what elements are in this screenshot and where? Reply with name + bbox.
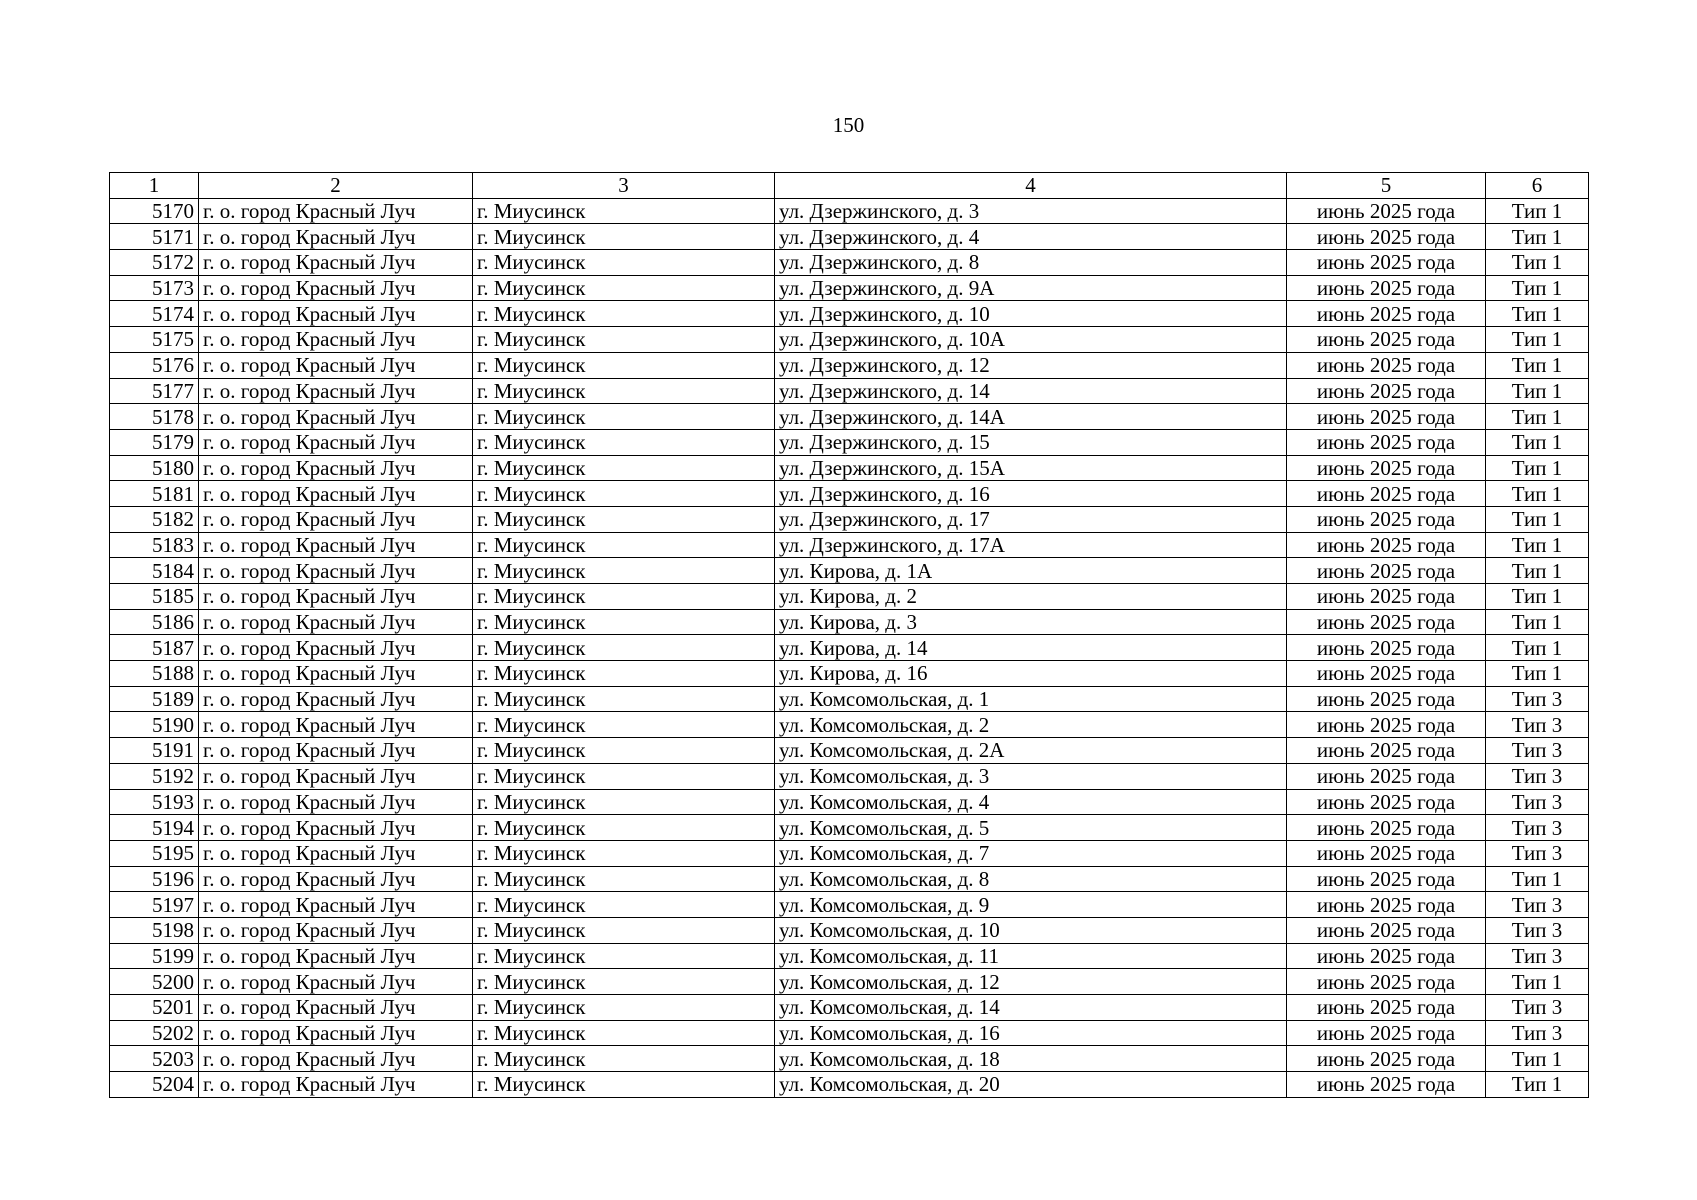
cell-municipality: г. о. город Красный Луч [199, 506, 473, 532]
cell-address: ул. Комсомольская, д. 4 [775, 789, 1287, 815]
cell-period: июнь 2025 года [1287, 712, 1486, 738]
cell-period: июнь 2025 года [1287, 558, 1486, 584]
cell-row-number: 5196 [110, 866, 199, 892]
cell-type: Тип 3 [1486, 943, 1589, 969]
cell-type: Тип 1 [1486, 250, 1589, 276]
cell-period: июнь 2025 года [1287, 455, 1486, 481]
column-header-4: 4 [775, 173, 1287, 199]
cell-settlement: г. Миусинск [473, 763, 775, 789]
cell-address: ул. Комсомольская, д. 20 [775, 1072, 1287, 1098]
table-row [110, 712, 1589, 738]
cell-row-number: 5194 [110, 815, 199, 841]
table-header [110, 173, 1589, 199]
cell-type: Тип 3 [1486, 815, 1589, 841]
table-row [110, 892, 1589, 918]
cell-row-number: 5171 [110, 224, 199, 250]
cell-municipality: г. о. город Красный Луч [199, 532, 473, 558]
column-header-3: 3 [473, 173, 775, 199]
table-row [110, 866, 1589, 892]
cell-municipality: г. о. город Красный Луч [199, 609, 473, 635]
cell-address: ул. Комсомольская, д. 10 [775, 917, 1287, 943]
cell-municipality: г. о. город Красный Луч [199, 404, 473, 430]
cell-period: июнь 2025 года [1287, 1046, 1486, 1072]
cell-address: ул. Дзержинского, д. 10 [775, 301, 1287, 327]
cell-row-number: 5189 [110, 686, 199, 712]
cell-type: Тип 1 [1486, 198, 1589, 224]
cell-settlement: г. Миусинск [473, 840, 775, 866]
cell-row-number: 5180 [110, 455, 199, 481]
cell-address: ул. Дзержинского, д. 8 [775, 250, 1287, 276]
cell-type: Тип 1 [1486, 455, 1589, 481]
cell-type: Тип 3 [1486, 789, 1589, 815]
cell-settlement: г. Миусинск [473, 1020, 775, 1046]
page-number: 150 [832, 113, 865, 137]
table-row [110, 840, 1589, 866]
cell-period: июнь 2025 года [1287, 609, 1486, 635]
cell-type: Тип 1 [1486, 378, 1589, 404]
cell-address: ул. Кирова, д. 1А [775, 558, 1287, 584]
cell-settlement: г. Миусинск [473, 609, 775, 635]
cell-municipality: г. о. город Красный Луч [199, 995, 473, 1021]
header-row [110, 173, 1589, 199]
cell-type: Тип 1 [1486, 866, 1589, 892]
cell-type: Тип 1 [1486, 558, 1589, 584]
cell-settlement: г. Миусинск [473, 198, 775, 224]
cell-municipality: г. о. город Красный Луч [199, 481, 473, 507]
table-row [110, 635, 1589, 661]
cell-row-number: 5204 [110, 1072, 199, 1098]
cell-period: июнь 2025 года [1287, 506, 1486, 532]
cell-period: июнь 2025 года [1287, 943, 1486, 969]
cell-municipality: г. о. город Красный Луч [199, 917, 473, 943]
cell-address: ул. Дзержинского, д. 14 [775, 378, 1287, 404]
table-row [110, 763, 1589, 789]
cell-period: июнь 2025 года [1287, 250, 1486, 276]
cell-row-number: 5192 [110, 763, 199, 789]
cell-period: июнь 2025 года [1287, 532, 1486, 558]
cell-row-number: 5174 [110, 301, 199, 327]
cell-type: Тип 3 [1486, 763, 1589, 789]
cell-period: июнь 2025 года [1287, 789, 1486, 815]
table-row [110, 1072, 1589, 1098]
cell-municipality: г. о. город Красный Луч [199, 661, 473, 687]
cell-type: Тип 1 [1486, 1046, 1589, 1072]
cell-settlement: г. Миусинск [473, 352, 775, 378]
cell-row-number: 5173 [110, 275, 199, 301]
cell-address: ул. Кирова, д. 2 [775, 584, 1287, 610]
cell-municipality: г. о. город Красный Луч [199, 969, 473, 995]
cell-row-number: 5176 [110, 352, 199, 378]
cell-period: июнь 2025 года [1287, 815, 1486, 841]
table-row [110, 250, 1589, 276]
cell-period: июнь 2025 года [1287, 969, 1486, 995]
cell-address: ул. Дзержинского, д. 10А [775, 327, 1287, 353]
cell-address: ул. Комсомольская, д. 3 [775, 763, 1287, 789]
table-row [110, 301, 1589, 327]
cell-type: Тип 1 [1486, 301, 1589, 327]
cell-address: ул. Комсомольская, д. 5 [775, 815, 1287, 841]
cell-type: Тип 3 [1486, 917, 1589, 943]
cell-period: июнь 2025 года [1287, 378, 1486, 404]
table-row [110, 609, 1589, 635]
cell-municipality: г. о. город Красный Луч [199, 250, 473, 276]
cell-period: июнь 2025 года [1287, 327, 1486, 353]
table-row [110, 404, 1589, 430]
cell-row-number: 5178 [110, 404, 199, 430]
cell-period: июнь 2025 года [1287, 275, 1486, 301]
cell-address: ул. Комсомольская, д. 9 [775, 892, 1287, 918]
cell-municipality: г. о. город Красный Луч [199, 892, 473, 918]
table-row [110, 532, 1589, 558]
cell-period: июнь 2025 года [1287, 1072, 1486, 1098]
cell-address: ул. Комсомольская, д. 12 [775, 969, 1287, 995]
cell-address: ул. Кирова, д. 16 [775, 661, 1287, 687]
cell-municipality: г. о. город Красный Луч [199, 327, 473, 353]
cell-row-number: 5193 [110, 789, 199, 815]
cell-address: ул. Дзержинского, д. 3 [775, 198, 1287, 224]
cell-row-number: 5188 [110, 661, 199, 687]
cell-period: июнь 2025 года [1287, 686, 1486, 712]
column-header-5: 5 [1287, 173, 1486, 199]
cell-period: июнь 2025 года [1287, 738, 1486, 764]
cell-row-number: 5190 [110, 712, 199, 738]
cell-settlement: г. Миусинск [473, 532, 775, 558]
cell-municipality: г. о. город Красный Луч [199, 686, 473, 712]
table-row [110, 455, 1589, 481]
cell-row-number: 5175 [110, 327, 199, 353]
cell-settlement: г. Миусинск [473, 455, 775, 481]
table-body [110, 198, 1589, 1097]
cell-address: ул. Комсомольская, д. 8 [775, 866, 1287, 892]
cell-type: Тип 3 [1486, 840, 1589, 866]
cell-address: ул. Комсомольская, д. 11 [775, 943, 1287, 969]
table-row [110, 429, 1589, 455]
cell-period: июнь 2025 года [1287, 763, 1486, 789]
cell-settlement: г. Миусинск [473, 429, 775, 455]
table-row [110, 327, 1589, 353]
cell-municipality: г. о. город Красный Луч [199, 712, 473, 738]
cell-type: Тип 1 [1486, 1072, 1589, 1098]
cell-type: Тип 1 [1486, 661, 1589, 687]
cell-settlement: г. Миусинск [473, 866, 775, 892]
column-header-1: 1 [110, 173, 199, 199]
table-row [110, 917, 1589, 943]
cell-type: Тип 3 [1486, 892, 1589, 918]
cell-municipality: г. о. город Красный Луч [199, 558, 473, 584]
cell-address: ул. Комсомольская, д. 18 [775, 1046, 1287, 1072]
cell-type: Тип 3 [1486, 686, 1589, 712]
cell-settlement: г. Миусинск [473, 327, 775, 353]
cell-row-number: 5181 [110, 481, 199, 507]
cell-row-number: 5184 [110, 558, 199, 584]
cell-municipality: г. о. город Красный Луч [199, 198, 473, 224]
table-row [110, 352, 1589, 378]
cell-municipality: г. о. город Красный Луч [199, 866, 473, 892]
cell-municipality: г. о. город Красный Луч [199, 429, 473, 455]
cell-period: июнь 2025 года [1287, 1020, 1486, 1046]
table-row [110, 661, 1589, 687]
table-row [110, 995, 1589, 1021]
cell-type: Тип 1 [1486, 532, 1589, 558]
cell-type: Тип 3 [1486, 995, 1589, 1021]
cell-row-number: 5202 [110, 1020, 199, 1046]
cell-row-number: 5199 [110, 943, 199, 969]
cell-address: ул. Комсомольская, д. 7 [775, 840, 1287, 866]
cell-settlement: г. Миусинск [473, 558, 775, 584]
cell-row-number: 5200 [110, 969, 199, 995]
cell-municipality: г. о. город Красный Луч [199, 840, 473, 866]
cell-row-number: 5183 [110, 532, 199, 558]
cell-row-number: 5203 [110, 1046, 199, 1072]
cell-address: ул. Комсомольская, д. 2 [775, 712, 1287, 738]
cell-municipality: г. о. город Красный Луч [199, 224, 473, 250]
cell-type: Тип 1 [1486, 506, 1589, 532]
cell-row-number: 5187 [110, 635, 199, 661]
cell-row-number: 5198 [110, 917, 199, 943]
cell-address: ул. Дзержинского, д. 14А [775, 404, 1287, 430]
cell-municipality: г. о. город Красный Луч [199, 275, 473, 301]
cell-type: Тип 1 [1486, 635, 1589, 661]
cell-address: ул. Дзержинского, д. 17А [775, 532, 1287, 558]
cell-settlement: г. Миусинск [473, 506, 775, 532]
cell-type: Тип 3 [1486, 1020, 1589, 1046]
cell-municipality: г. о. город Красный Луч [199, 635, 473, 661]
cell-period: июнь 2025 года [1287, 429, 1486, 455]
cell-settlement: г. Миусинск [473, 712, 775, 738]
cell-row-number: 5182 [110, 506, 199, 532]
cell-row-number: 5170 [110, 198, 199, 224]
cell-municipality: г. о. город Красный Луч [199, 455, 473, 481]
cell-row-number: 5201 [110, 995, 199, 1021]
cell-type: Тип 1 [1486, 584, 1589, 610]
table-row [110, 506, 1589, 532]
cell-address: ул. Дзержинского, д. 12 [775, 352, 1287, 378]
cell-municipality: г. о. город Красный Луч [199, 1020, 473, 1046]
cell-settlement: г. Миусинск [473, 995, 775, 1021]
cell-municipality: г. о. город Красный Луч [199, 789, 473, 815]
cell-row-number: 5195 [110, 840, 199, 866]
cell-period: июнь 2025 года [1287, 481, 1486, 507]
table-row [110, 275, 1589, 301]
column-header-6: 6 [1486, 173, 1589, 199]
cell-settlement: г. Миусинск [473, 686, 775, 712]
cell-settlement: г. Миусинск [473, 789, 775, 815]
table-row [110, 481, 1589, 507]
cell-address: ул. Комсомольская, д. 14 [775, 995, 1287, 1021]
cell-type: Тип 1 [1486, 609, 1589, 635]
cell-settlement: г. Миусинск [473, 917, 775, 943]
table-row [110, 558, 1589, 584]
cell-period: июнь 2025 года [1287, 352, 1486, 378]
cell-address: ул. Дзержинского, д. 15 [775, 429, 1287, 455]
cell-type: Тип 1 [1486, 481, 1589, 507]
table-row [110, 943, 1589, 969]
table-row [110, 789, 1589, 815]
cell-settlement: г. Миусинск [473, 404, 775, 430]
cell-settlement: г. Миусинск [473, 250, 775, 276]
cell-municipality: г. о. город Красный Луч [199, 378, 473, 404]
cell-municipality: г. о. город Красный Луч [199, 943, 473, 969]
cell-type: Тип 1 [1486, 404, 1589, 430]
cell-municipality: г. о. город Красный Луч [199, 815, 473, 841]
cell-settlement: г. Миусинск [473, 661, 775, 687]
cell-settlement: г. Миусинск [473, 815, 775, 841]
cell-address: ул. Комсомольская, д. 16 [775, 1020, 1287, 1046]
cell-settlement: г. Миусинск [473, 224, 775, 250]
cell-period: июнь 2025 года [1287, 995, 1486, 1021]
cell-address: ул. Кирова, д. 14 [775, 635, 1287, 661]
cell-period: июнь 2025 года [1287, 224, 1486, 250]
table-row [110, 1046, 1589, 1072]
cell-municipality: г. о. город Красный Луч [199, 1072, 473, 1098]
cell-type: Тип 1 [1486, 224, 1589, 250]
cell-type: Тип 1 [1486, 275, 1589, 301]
cell-type: Тип 1 [1486, 352, 1589, 378]
cell-period: июнь 2025 года [1287, 584, 1486, 610]
cell-address: ул. Дзержинского, д. 4 [775, 224, 1287, 250]
cell-row-number: 5177 [110, 378, 199, 404]
cell-municipality: г. о. город Красный Луч [199, 1046, 473, 1072]
cell-address: ул. Дзержинского, д. 15А [775, 455, 1287, 481]
cell-row-number: 5197 [110, 892, 199, 918]
cell-row-number: 5186 [110, 609, 199, 635]
cell-municipality: г. о. город Красный Луч [199, 584, 473, 610]
cell-settlement: г. Миусинск [473, 1072, 775, 1098]
cell-municipality: г. о. город Красный Луч [199, 738, 473, 764]
table-row [110, 686, 1589, 712]
cell-address: ул. Комсомольская, д. 1 [775, 686, 1287, 712]
cell-row-number: 5185 [110, 584, 199, 610]
cell-settlement: г. Миусинск [473, 1046, 775, 1072]
cell-type: Тип 1 [1486, 327, 1589, 353]
cell-type: Тип 3 [1486, 738, 1589, 764]
table-row [110, 738, 1589, 764]
cell-row-number: 5172 [110, 250, 199, 276]
cell-settlement: г. Миусинск [473, 969, 775, 995]
table-row [110, 584, 1589, 610]
cell-period: июнь 2025 года [1287, 917, 1486, 943]
cell-settlement: г. Миусинск [473, 943, 775, 969]
register-table [109, 172, 1589, 1098]
cell-address: ул. Дзержинского, д. 9А [775, 275, 1287, 301]
cell-period: июнь 2025 года [1287, 198, 1486, 224]
cell-settlement: г. Миусинск [473, 584, 775, 610]
cell-settlement: г. Миусинск [473, 738, 775, 764]
cell-type: Тип 1 [1486, 429, 1589, 455]
cell-municipality: г. о. город Красный Луч [199, 352, 473, 378]
cell-period: июнь 2025 года [1287, 866, 1486, 892]
column-header-2: 2 [199, 173, 473, 199]
cell-type: Тип 1 [1486, 969, 1589, 995]
cell-settlement: г. Миусинск [473, 635, 775, 661]
cell-municipality: г. о. город Красный Луч [199, 301, 473, 327]
cell-period: июнь 2025 года [1287, 635, 1486, 661]
cell-period: июнь 2025 года [1287, 840, 1486, 866]
table-row [110, 378, 1589, 404]
table-row [110, 224, 1589, 250]
cell-address: ул. Кирова, д. 3 [775, 609, 1287, 635]
cell-settlement: г. Миусинск [473, 378, 775, 404]
table-row [110, 969, 1589, 995]
cell-settlement: г. Миусинск [473, 892, 775, 918]
cell-period: июнь 2025 года [1287, 892, 1486, 918]
cell-address: ул. Дзержинского, д. 17 [775, 506, 1287, 532]
cell-municipality: г. о. город Красный Луч [199, 763, 473, 789]
cell-type: Тип 3 [1486, 712, 1589, 738]
cell-settlement: г. Миусинск [473, 275, 775, 301]
cell-period: июнь 2025 года [1287, 301, 1486, 327]
cell-settlement: г. Миусинск [473, 301, 775, 327]
table-row [110, 815, 1589, 841]
table-row [110, 1020, 1589, 1046]
cell-period: июнь 2025 года [1287, 404, 1486, 430]
table-row [110, 198, 1589, 224]
cell-address: ул. Дзержинского, д. 16 [775, 481, 1287, 507]
cell-settlement: г. Миусинск [473, 481, 775, 507]
cell-period: июнь 2025 года [1287, 661, 1486, 687]
cell-address: ул. Комсомольская, д. 2А [775, 738, 1287, 764]
cell-row-number: 5191 [110, 738, 199, 764]
cell-row-number: 5179 [110, 429, 199, 455]
